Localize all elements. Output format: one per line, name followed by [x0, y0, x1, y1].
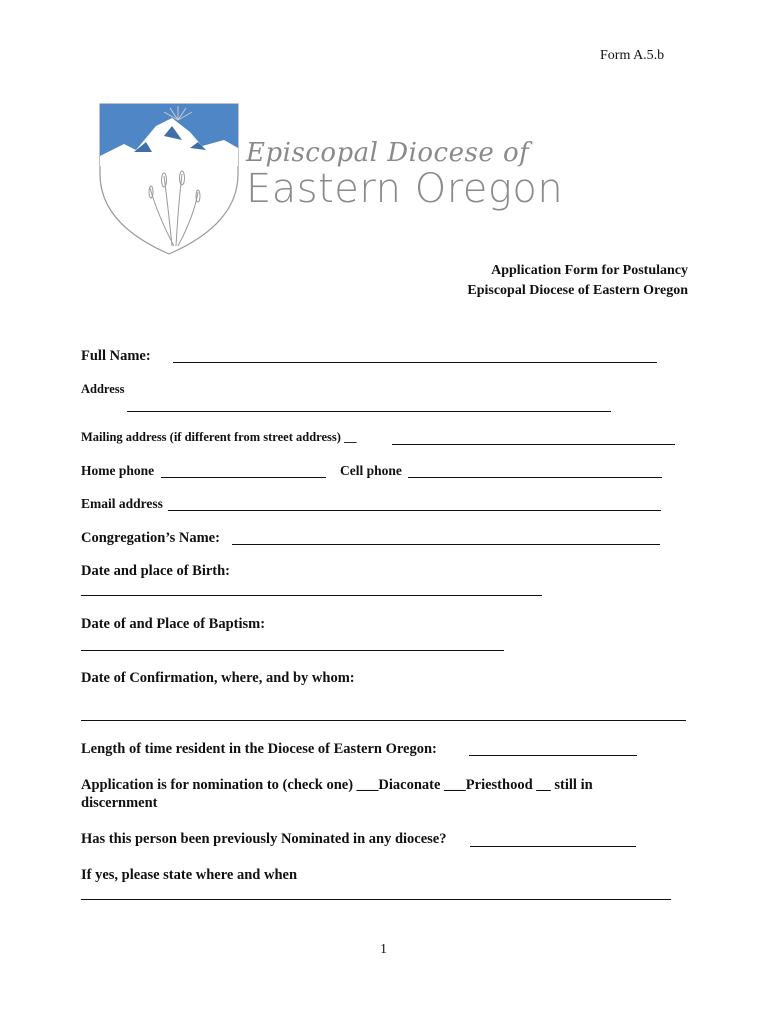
residence-field[interactable]: [469, 755, 637, 756]
residence-label: Length of time resident in the Diocese of Eastern Oregon:: [81, 741, 437, 757]
previous-nomination-field[interactable]: [470, 846, 636, 847]
nomination-label: Application is for nomination to (check one) ___Diaconate ___Priesthood __ still in: [81, 777, 593, 793]
cell-phone-label: Cell phone: [340, 463, 402, 478]
logo-main-text: Eastern Oregon: [246, 166, 564, 212]
form-title: Application Form for Postulancy: [491, 263, 688, 278]
baptism-field[interactable]: [81, 650, 504, 651]
home-phone-label: Home phone: [81, 463, 155, 478]
form-subtitle: Episcopal Diocese of Eastern Oregon: [467, 283, 688, 298]
nomination-label-continued: discernment: [81, 795, 158, 811]
if-yes-label: If yes, please state where and when: [81, 867, 298, 883]
confirmation-field[interactable]: [81, 720, 686, 721]
mailing-address-field[interactable]: [392, 444, 675, 445]
email-field[interactable]: [168, 510, 661, 511]
address-field[interactable]: [127, 411, 611, 412]
email-label: Email address: [81, 496, 163, 511]
birth-field[interactable]: [81, 595, 542, 596]
page-number: 1: [380, 942, 387, 957]
home-phone-field[interactable]: [161, 477, 326, 478]
full-name-field[interactable]: [173, 362, 657, 363]
logo-script-text: Episcopal Diocese of: [246, 138, 530, 168]
full-name-label: Full Name:: [81, 348, 151, 364]
congregation-field[interactable]: [232, 544, 660, 545]
form-id: Form A.5.b: [600, 48, 665, 63]
cell-phone-field[interactable]: [408, 477, 662, 478]
congregation-label: Congregation’s Name:: [81, 530, 220, 546]
mailing-address-label: Mailing address (if different from street address) __: [81, 430, 357, 444]
address-label: Address: [81, 382, 125, 396]
birth-label: Date and place of Birth:: [81, 563, 231, 579]
baptism-label: Date of and Place of Baptism:: [81, 616, 266, 632]
previous-nomination-label: Has this person been previously Nominated in any diocese?: [81, 831, 447, 847]
if-yes-field[interactable]: [81, 899, 671, 900]
confirmation-label: Date of Confirmation, where, and by whom:: [81, 670, 355, 686]
diocese-logo-shield: [94, 96, 244, 258]
